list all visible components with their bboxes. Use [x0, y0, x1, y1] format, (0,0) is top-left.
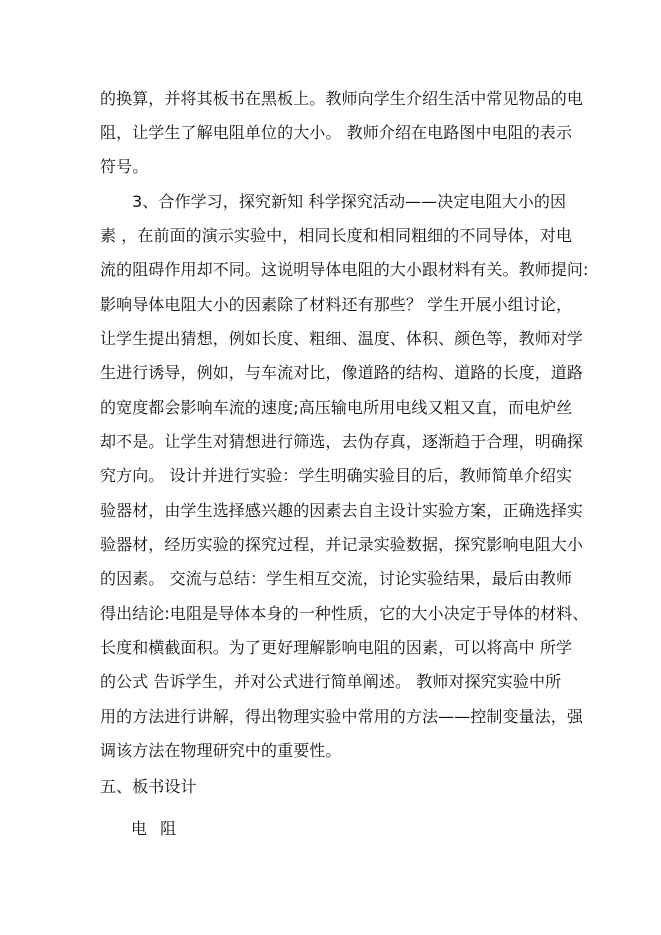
- paragraph-line-2: 阻，让学生了解电阻单位的大小。 教师介绍在电路图中电阻的表示: [100, 123, 573, 142]
- paragraph-line-5: 素 ，在前面的演示实验中，相同长度和相同粗细的不同导体，对电: [100, 226, 573, 245]
- paragraph-line-13: 验器材，由学生选择感兴趣的因素去自主设计实验方案，正确选择实: [100, 501, 584, 520]
- paragraph-line-9: 生进行诱导，例如，与车流对比，像道路的结构、道路的长度，道路: [100, 363, 584, 382]
- paragraph-line-8: 让学生提出猜想，例如长度、粗细、温度、体积、颜色等，教师对学: [100, 329, 584, 348]
- paragraph-line-1: 的换算，并将其板书在黑板上。教师向学生介绍生活中常见物品的电: [100, 89, 584, 108]
- paragraph-line-15: 的因素。 交流与总结：学生相互交流，讨论实验结果，最后由教师: [100, 569, 573, 588]
- section-heading: 五、板书设计: [100, 777, 197, 796]
- paragraph-line-19: 用的方法进行讲解，得出物理实验中常用的方法——控制变量法，强: [100, 707, 584, 726]
- paragraph-line-20: 调该方法在物理研究中的重要性。: [100, 741, 342, 760]
- paragraph-line-18: 的公式 告诉学生，并对公式进行简单阐述。 教师对探究实验中所: [100, 672, 562, 691]
- paragraph-line-14: 验器材，经历实验的探究过程，并记录实验数据，探究影响电阻大小: [100, 535, 584, 554]
- board-title: 电 阻: [131, 819, 181, 838]
- paragraph-line-10: 的宽度都会影响车流的速度;高压输电所用电线又粗又直，而电炉丝: [100, 398, 573, 417]
- paragraph-line-7: 影响导体电阻大小的因素除了材料还有那些？ 学生开展小组讨论，: [100, 295, 573, 314]
- paragraph-line-6: 流的阻碍作用却不同。这说明导体电阻的大小跟材料有关。教师提问:: [100, 260, 589, 279]
- paragraph-line-3: 符号。: [100, 157, 149, 176]
- paragraph-line-4: 3、合作学习，探究新知 科学探究活动——决定电阻大小的因: [132, 192, 567, 211]
- paragraph-line-11: 却不是。让学生对猜想进行筛选，去伪存真，逐渐趋于合理，明确探: [100, 432, 584, 451]
- paragraph-line-16: 得出结论:电阻是导体本身的一种性质，它的大小决定于导体的材料、: [100, 604, 589, 623]
- paragraph-line-17: 长度和横截面积。为了更好理解影响电阻的因素，可以将高中 所学: [100, 638, 573, 657]
- paragraph-line-12: 究方向。 设计并进行实验：学生明确实验目的后，教师简单介绍实: [100, 466, 573, 485]
